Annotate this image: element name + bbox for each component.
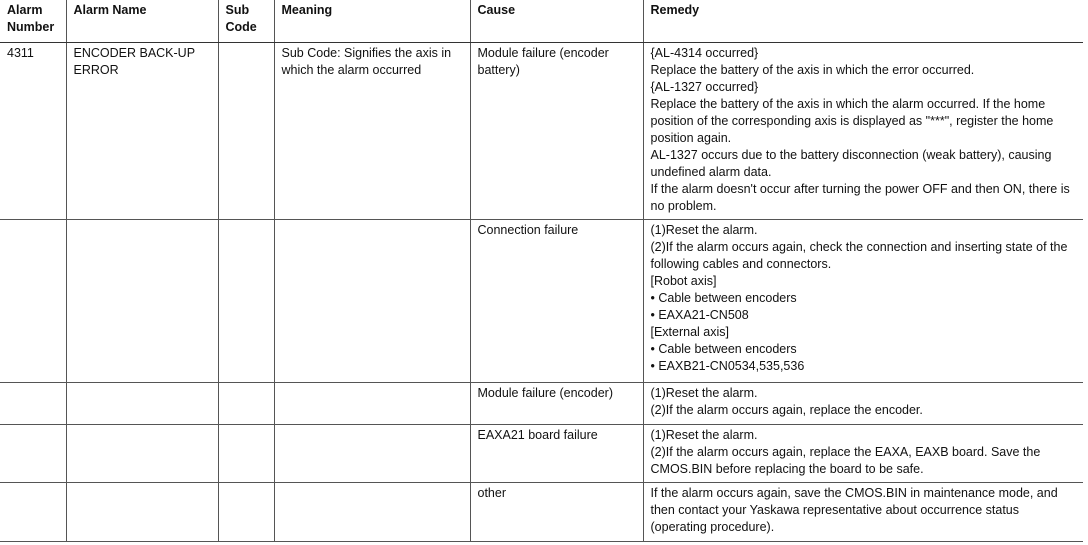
remedy-line: AL-1327 occurs due to the battery disconnection (weak battery), causing undefined alarm data. — [650, 148, 1052, 179]
header-sub-code: Sub Code — [218, 0, 274, 43]
cell-meaning — [274, 383, 470, 425]
remedy-line: Replace the battery of the axis in which the error occurred. — [650, 63, 975, 77]
cell-sub-code — [218, 383, 274, 425]
cell-alarm-number: 4311 — [0, 43, 66, 220]
cell-alarm-name — [66, 220, 218, 383]
cell-meaning — [274, 425, 470, 483]
remedy-line: (1)Reset the alarm. — [650, 223, 758, 237]
cell-cause: EAXA21 board failure — [470, 425, 643, 483]
remedy-line: (2)If the alarm occurs again, replace the encoder. — [650, 403, 923, 417]
remedy-line: • EAXB21-CN0534,535,536 — [650, 359, 805, 373]
cell-meaning: Sub Code: Signifies the axis in which the alarm occurred — [274, 43, 470, 220]
cell-meaning — [274, 483, 470, 542]
remedy-line: [Robot axis] — [650, 274, 717, 288]
remedy-line: (1)Reset the alarm. — [650, 386, 758, 400]
cell-sub-code — [218, 43, 274, 220]
cell-sub-code — [218, 220, 274, 383]
remedy-line: • Cable between encoders — [650, 342, 797, 356]
cell-alarm-name — [66, 425, 218, 483]
cell-alarm-name: ENCODER BACK-UP ERROR — [66, 43, 218, 220]
header-cause: Cause — [470, 0, 643, 43]
cell-cause: Module failure (encoder battery) — [470, 43, 643, 220]
remedy-line: • EAXA21-CN508 — [650, 308, 749, 322]
cell-meaning — [274, 220, 470, 383]
cell-cause: other — [470, 483, 643, 542]
header-alarm-number: Alarm Number — [0, 0, 66, 43]
cell-alarm-number — [0, 383, 66, 425]
cell-alarm-number — [0, 220, 66, 383]
cell-sub-code — [218, 425, 274, 483]
remedy-line: (2)If the alarm occurs again, replace the EAXA, EAXB board. Save the CMOS.BIN before replacing the board to be safe. — [650, 445, 1041, 476]
remedy-line: If the alarm doesn't occur after turning the power OFF and then ON, there is no problem. — [650, 182, 1070, 213]
header-alarm-name: Alarm Name — [66, 0, 218, 43]
cell-alarm-name — [66, 383, 218, 425]
cell-sub-code — [218, 483, 274, 542]
table-row — [0, 483, 1083, 542]
cell-cause: Connection failure — [470, 220, 643, 383]
remedy-line: (2)If the alarm occurs again, check the connection and inserting state of the following cables and connectors. — [650, 240, 1068, 271]
cell-remedy — [643, 220, 1083, 383]
table-row — [0, 425, 1083, 483]
remedy-line: [External axis] — [650, 325, 730, 339]
cell-alarm-number — [0, 425, 66, 483]
remedy-line: {AL-4314 occurred} — [650, 46, 759, 60]
remedy-line: If the alarm occurs again, save the CMOS.BIN in maintenance mode, and then contact your Yaskawa representative about occurrence status (operating procedure). — [650, 486, 1058, 534]
cell-remedy — [643, 425, 1083, 483]
remedy-line: Replace the battery of the axis in which the alarm occurred. If the home position of the corresponding axis is displayed as "***", register the home position again. — [650, 97, 1054, 145]
table-row — [0, 383, 1083, 425]
remedy-line: (1)Reset the alarm. — [650, 428, 758, 442]
table-row — [0, 43, 1083, 220]
table-row — [0, 220, 1083, 383]
header-row — [0, 0, 1083, 43]
remedy-line: {AL-1327 occurred} — [650, 80, 759, 94]
header-remedy: Remedy — [643, 0, 1083, 43]
cell-remedy — [643, 483, 1083, 542]
remedy-line: • Cable between encoders — [650, 291, 797, 305]
header-meaning: Meaning — [274, 0, 470, 43]
cell-alarm-name — [66, 483, 218, 542]
cell-remedy — [643, 43, 1083, 220]
cell-alarm-number — [0, 483, 66, 542]
cell-cause: Module failure (encoder) — [470, 383, 643, 425]
cell-remedy — [643, 383, 1083, 425]
